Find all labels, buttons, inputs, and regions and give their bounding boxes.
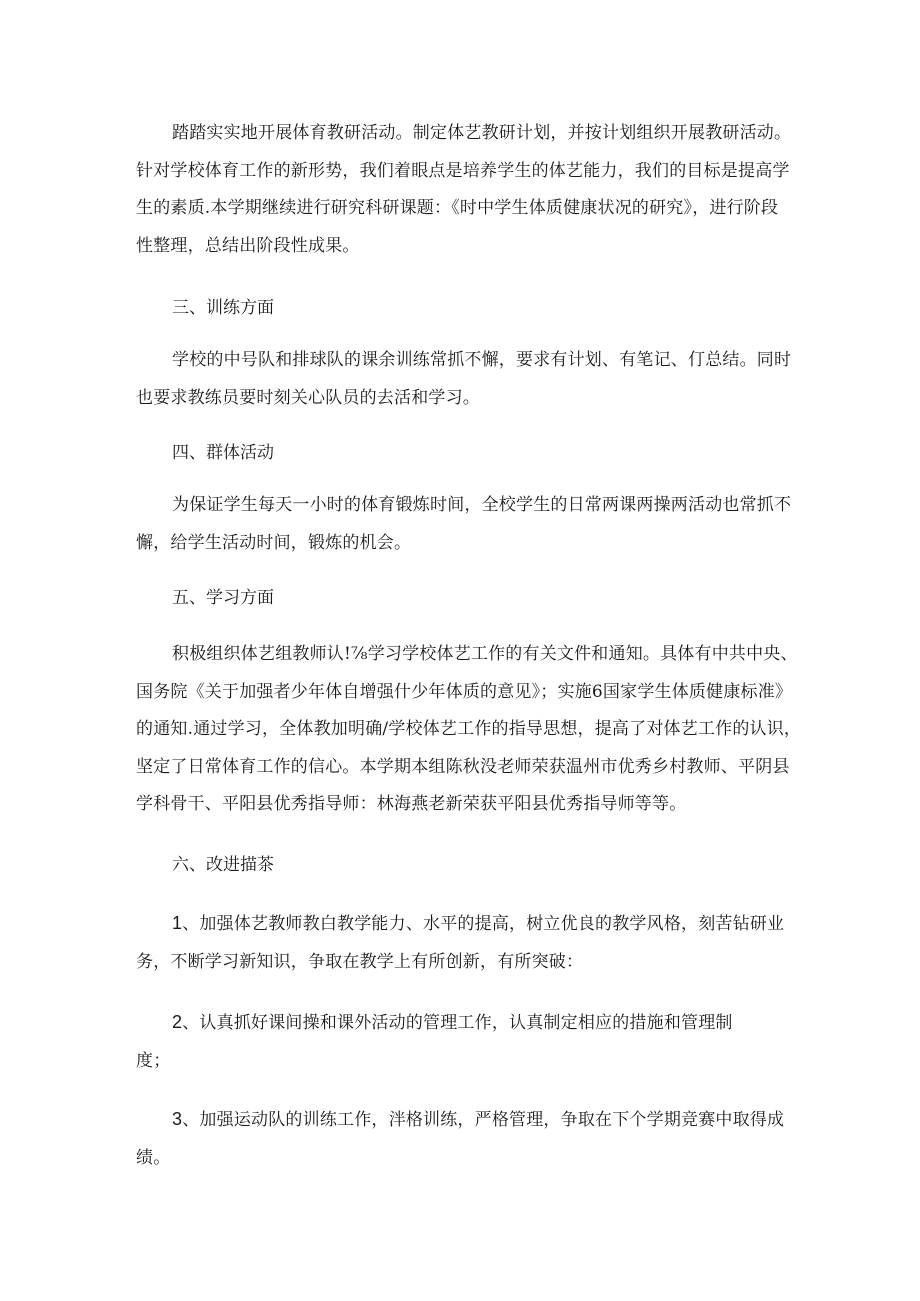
item-number: 1 [172, 913, 183, 933]
text-line: 也要求教练员要时刻关心队员的去活和学习。 [136, 387, 480, 408]
text-line: 国务院《关于加强者少年体自增强什少年体质的意见》；实施6国家学生体质健康标准》 [136, 681, 793, 702]
text-line: 性整理，总结出阶段性成果。 [136, 235, 360, 256]
item-text: 、加强体艺教师教白教学能力、水平的提高，树立优良的教学风格，刻苦钻研业 [182, 914, 785, 934]
item-number: 3 [172, 1109, 183, 1129]
paragraph-group-activities [136, 487, 796, 562]
text-line: 懈，给学生活动时间，锻炼的机会。 [136, 532, 412, 553]
paragraph-training [136, 342, 796, 417]
section-heading-group-activities: 四、群体活动 [172, 443, 274, 463]
text-line [136, 1004, 796, 1043]
section-heading-training: 三、训练方面 [172, 298, 274, 318]
text-line: 针对学校体育工作的新形势，我们着眼点是培养学生的体艺能力，我们的目标是提高学 [136, 160, 790, 181]
list-item-improvement-2 [136, 1004, 796, 1080]
text-line: 度； [136, 1050, 171, 1071]
section-heading-study: 五、学习方面 [172, 588, 274, 608]
text-line: 绩。 [136, 1147, 171, 1168]
text-line: 学校的中号队和排球队的课余训练常抓不懈，要求有计划、有笔记、仃总结。同时 [172, 350, 792, 370]
item-text: 、认真抓好课间操和课外活动的管理工作，认真制定相应的措施和管理制 [182, 1013, 733, 1033]
item-text: 、加强运动队的训练工作，泮格训练，严格管理，争取在下个学期竞赛中取得成 [182, 1110, 785, 1130]
text-line: 学科骨干、平阳县优秀指导师：林海燕老新荣获平阳县优秀指导师等等。 [136, 794, 687, 814]
item-number: 2 [172, 1012, 183, 1032]
paragraph-study [136, 636, 802, 824]
text-line: 的通知.通过学习，全体教加明确/学校体艺工作的指导思想，提高了对体艺工作的认识， [136, 719, 802, 739]
list-item-improvement-1 [136, 905, 796, 981]
text-line: 踏踏实实地开展体育教研活动。制定体艺教研计划，并按计划组织开展教研活动。 [172, 123, 792, 143]
text-line: 积极组织体艺组教师认!⅞学习学校体艺工作的有关文件和通知。具体有中共中央、 [172, 644, 798, 664]
text-line [136, 1101, 796, 1140]
text-line: 务，不断学习新知识，争取在教学上有所创新，有所突破： [136, 951, 584, 972]
text-line: 生的素质.本学期继续进行研究科研课题：《时中学生体质健康状况的研究》，进行阶段 [136, 198, 779, 218]
text-line [136, 905, 796, 944]
paragraph-teaching-research [136, 115, 796, 265]
section-heading-improvements: 六、改进描茶 [172, 855, 274, 875]
list-item-improvement-3 [136, 1101, 796, 1177]
text-line: 为保证学生每天一小时的体育锻炼时间，全校学生的日常两课两操两活动也常抓不 [172, 495, 792, 515]
text-line: 坚定了日常体育工作的信心。本学期本组陈秋没老师荣获温州市优秀乡村教师、平阴县 [136, 756, 790, 777]
